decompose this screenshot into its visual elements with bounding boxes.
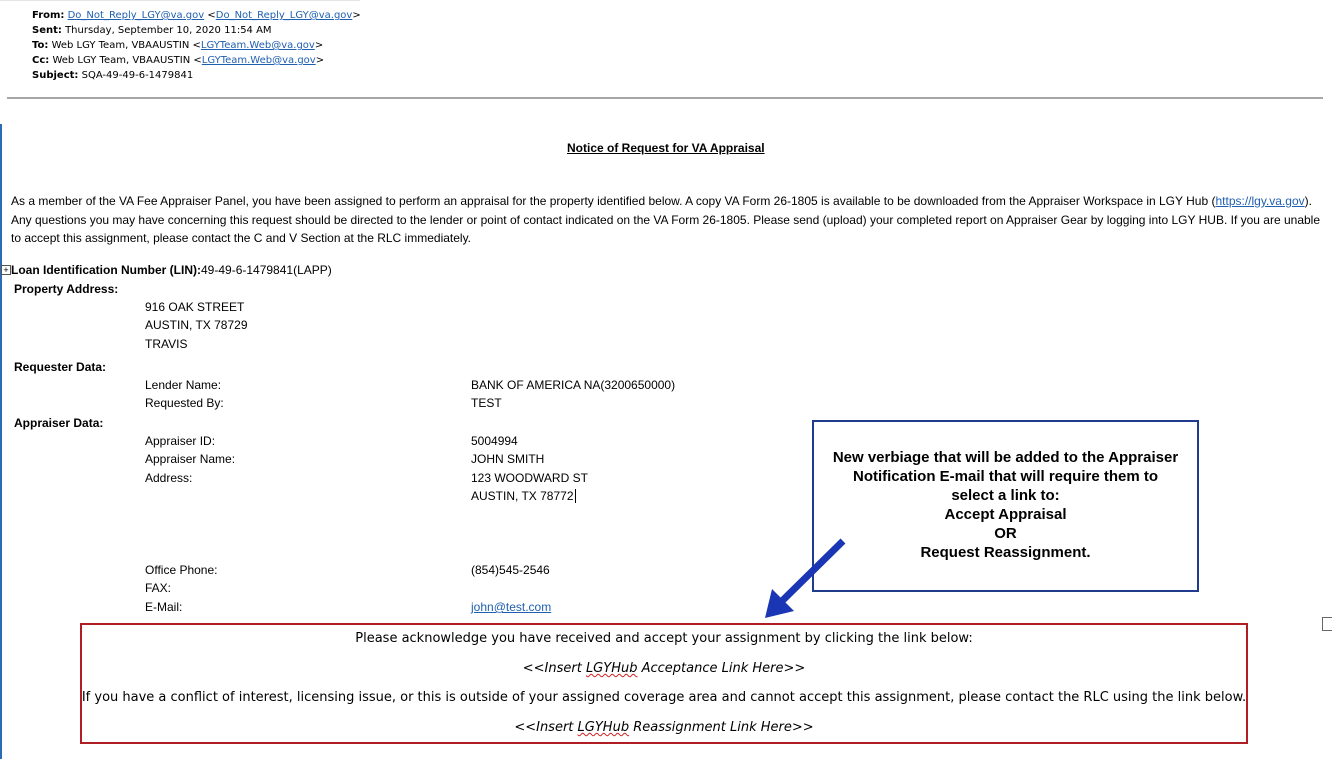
lgy-hub-link[interactable]: https://lgy.va.gov [1215,194,1305,208]
email-label: E-Mail: [145,600,183,614]
address-line-2-text: AUSTIN, TX 78772 [471,489,574,503]
cc-address-link[interactable]: LGYTeam.Web@va.gov [201,55,316,66]
notice-paragraph-text-b: ). Any questions you may have concerning this request should be directed to the lender or point of contact indicated on the VA Form 26-1805. Please send (upload) your completed report on Appraiser Gear by logging into LGY HUB. If you are unable to accept this assignment, please contact the C and V Section at the RLC immediately. [11,194,1321,245]
acknowledge-line-1: Please acknowledge you have received and accept your assignment by clicking the link below: [355,631,973,646]
office-phone-value: (854)545-2546 [471,563,550,577]
email-value-link[interactable]: john@test.com [471,600,552,614]
to-address-link[interactable]: LGYTeam.Web@va.gov [200,40,315,51]
reassign-link-word: LGYHub [577,720,630,735]
cc-name: Web LGY Team, VBAAUSTIN < [52,55,202,66]
callout-line-5: OR [994,525,1017,542]
reassign-link-post: Reassignment Link Here>> [629,720,814,735]
callout-line-3: select a link to: [951,487,1060,504]
appraiser-name-value: JOHN SMITH [471,452,545,466]
lin-value: 49-49-6-1479841(LAPP) [201,263,332,277]
address-line-1: 123 WOODWARD ST [471,471,588,485]
arrow-shaft [782,541,843,601]
requested-by-value: TEST [471,396,502,410]
notice-paragraph-text-a: As a member of the VA Fee Appraiser Panel, you have been assigned to perform an appraisal for the property identified below. A copy VA Form 26-1805 is available to be downloaded from the Appraiser Workspace in LGY Hub ( [11,194,1216,208]
notice-title: Notice of Request for VA Appraisal [567,141,765,155]
lender-label: Lender Name: [145,378,222,392]
appraiser-heading: Appraiser Data: [14,416,104,430]
callout-line-2: Notification E-mail that will require them to [852,468,1159,485]
to-label: To: [32,40,49,51]
subject-value: SQA-49-49-6-1479841 [81,70,194,81]
to-row: To: Web LGY Team, VBAAUSTIN <LGYTeam.Web@va.gov> [32,40,324,51]
acknowledge-line-3: If you have a conflict of interest, licensing issue, or this is outside of your assigned coverage area and cannot accept this assignment, please contact the RLC using the link below. [81,690,1247,705]
appraiser-name-label: Appraiser Name: [145,452,236,466]
lender-value: BANK OF AMERICA NA(3200650000) [471,378,676,392]
accept-link-word: LGYHub [585,661,638,676]
fax-label: FAX: [145,581,172,595]
accept-link-placeholder[interactable] [80,661,1248,676]
from-name-link[interactable]: Do_Not_Reply_LGY@va.gov [67,10,205,21]
reassign-link-placeholder[interactable] [80,720,1248,735]
reassign-link-pre: <<Insert [514,720,578,735]
appraiser-id-label: Appraiser ID: [145,434,216,448]
callout-line-1: New verbiage that will be added to the Appraiser [832,449,1179,466]
resize-handle-icon[interactable] [1322,617,1332,631]
from-address-link[interactable]: Do_Not_Reply_LGY@va.gov [215,10,353,21]
requester-heading: Requester Data: [14,360,107,374]
office-phone-label: Office Phone: [145,563,218,577]
cc-row: Cc: Web LGY Team, VBAAUSTIN <LGYTeam.Web@va.gov> [32,55,325,66]
property-line-2: AUSTIN, TX 78729 [145,318,248,332]
subject-label: Subject: [32,70,79,81]
appraiser-id-value: 5004994 [471,434,518,448]
cc-label: Cc: [32,55,50,66]
table-move-handle-icon[interactable]: + [1,265,11,275]
property-heading: Property Address: [14,282,119,296]
property-line-1: 916 OAK STREET [145,300,245,314]
requested-by-label: Requested By: [145,396,224,410]
from-row: From: Do_Not_Reply_LGY@va.gov <Do_Not_Reply_LGY@va.gov> [32,10,361,21]
property-line-3: TRAVIS [145,337,188,351]
sent-value: Thursday, September 10, 2020 11:54 AM [65,25,272,36]
accept-link-post: Acceptance Link Here>> [637,661,806,676]
to-name: Web LGY Team, VBAAUSTIN < [51,40,201,51]
sent-label: Sent: [32,25,62,36]
accept-link-pre: <<Insert [522,661,586,676]
address-label: Address: [145,471,193,485]
from-label: From: [32,10,65,21]
lin-label: Loan Identification Number (LIN): [11,263,201,277]
callout-line-4: Accept Appraisal [944,506,1067,523]
callout-line-6: Request Reassignment. [920,544,1091,561]
